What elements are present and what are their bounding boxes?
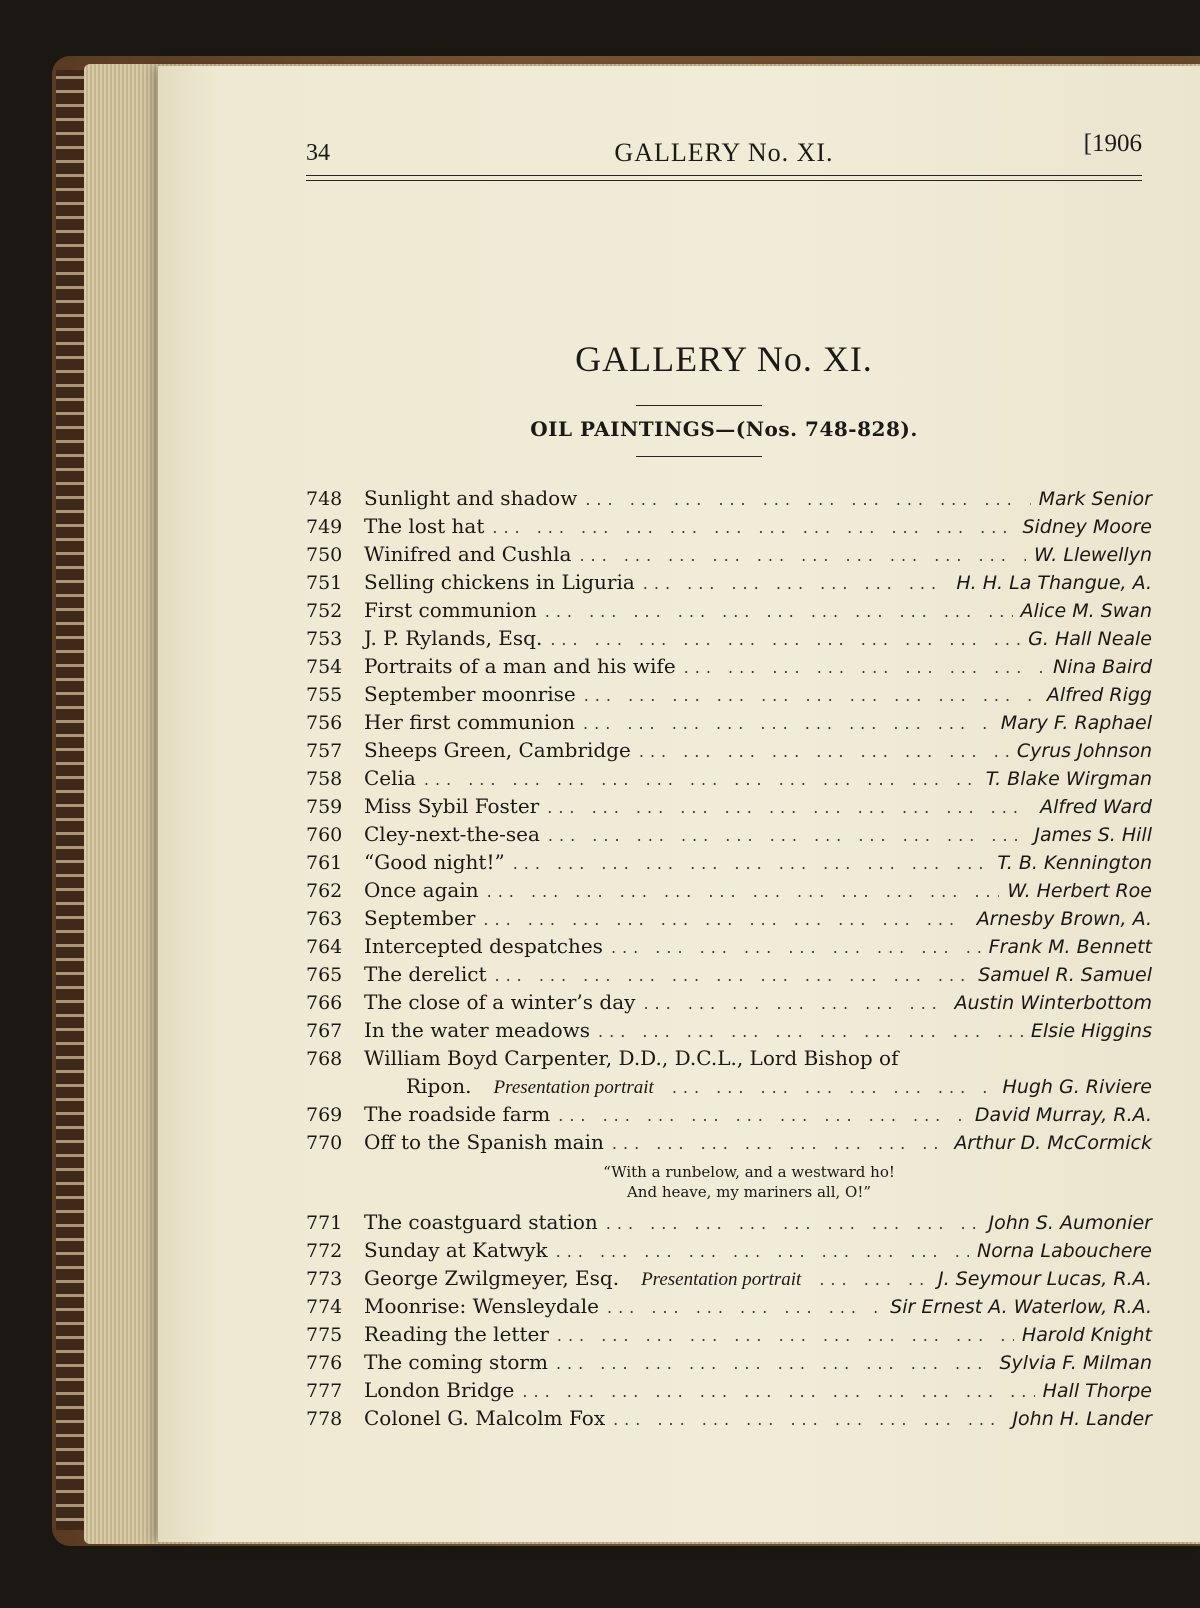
catalogue-entry (306, 988, 1152, 1016)
entry-artist: Arthur D. McCormick (954, 1132, 1152, 1154)
leader-dots (483, 906, 968, 934)
entry-title: The coastguard station (364, 1210, 598, 1234)
catalogue-entry (306, 512, 1152, 540)
entry-artist: W. Llewellyn (1034, 544, 1152, 566)
entry-artist: Cyrus Johnson (1016, 740, 1152, 762)
entry-number: 750 (306, 544, 343, 566)
leader-dots (585, 486, 1030, 514)
entry-number: 764 (306, 936, 343, 958)
title-rule (636, 405, 762, 406)
catalogue-entry (306, 820, 1152, 848)
entry-title: Moonrise: Wensleydale (364, 1294, 599, 1318)
entry-number: 760 (306, 824, 343, 846)
entry-artist: Sylvia F. Milman (999, 1352, 1152, 1374)
entry-artist: John S. Aumonier (988, 1212, 1152, 1234)
catalogue-entry (306, 596, 1152, 624)
entry-title: Sunday at Katwyk (364, 1238, 548, 1262)
entry-artist: Sir Ernest A. Waterlow, R.A. (890, 1296, 1152, 1318)
year-mark: [1906 (1083, 130, 1142, 157)
quote-line: And heave, my mariners all, O!” (626, 1183, 872, 1201)
entry-title: Selling chickens in Liguria (364, 570, 635, 594)
header-rule-secondary (306, 180, 1142, 181)
entry-title: First communion (364, 598, 537, 622)
catalogue-entry (306, 1016, 1152, 1044)
entry-title: Winifred and Cushla (364, 542, 572, 566)
quote-line: “With a runbelow, and a westward ho! (603, 1163, 895, 1181)
catalogue-entry (306, 1264, 1152, 1292)
catalogue-entry (306, 484, 1152, 512)
entry-artist: Harold Knight (1021, 1324, 1152, 1346)
leader-dots (556, 1238, 969, 1266)
entry-number: 763 (306, 908, 343, 930)
entry-number: 767 (306, 1020, 343, 1042)
entry-number: 761 (306, 852, 343, 874)
entry-artist: Alice M. Swan (1020, 600, 1152, 622)
entry-number: 773 (306, 1268, 343, 1290)
entry-number: 755 (306, 684, 343, 706)
entry-number: 775 (306, 1324, 343, 1346)
entry-artist: T. Blake Wirgman (985, 768, 1152, 790)
entry-artist: Alfred Rigg (1046, 684, 1152, 706)
leader-dots (424, 766, 978, 794)
entry-title: The coming storm (364, 1350, 548, 1374)
gallery-title: GALLERY No. XI. (575, 339, 873, 379)
catalogue-entry (306, 1128, 1152, 1156)
leader-dots (639, 738, 1009, 766)
entry-number: 757 (306, 740, 343, 762)
leader-dots (607, 1294, 882, 1322)
leader-dots (522, 1378, 1034, 1406)
entry-number: 758 (306, 768, 343, 790)
catalogue-entry (306, 680, 1152, 708)
catalogue-entry (306, 624, 1152, 652)
leader-dots (598, 1018, 1023, 1046)
catalogue-entry (306, 652, 1152, 680)
section-heading: OIL PAINTINGS—(Nos. 748-828). (530, 417, 918, 441)
leader-dots (643, 570, 949, 598)
entry-title-continued: Ripon. (406, 1074, 472, 1098)
entry-number: 778 (306, 1408, 343, 1430)
leader-dots (487, 878, 1000, 906)
catalogue-entry-continuation (306, 1072, 1152, 1100)
entry-title: Cley-next-the-sea (364, 822, 540, 846)
catalogue-entry (306, 764, 1152, 792)
entry-artist: Austin Winterbottom (954, 992, 1152, 1014)
catalogue-entry (306, 736, 1152, 764)
entry-title: The derelict (364, 962, 487, 986)
entry-artist: Samuel R. Samuel (978, 964, 1152, 986)
entry-artist: Hall Thorpe (1042, 1380, 1152, 1402)
leader-dots (672, 1074, 995, 1102)
entry-artist: Hugh G. Riviere (1002, 1076, 1152, 1098)
book-spine-edge (56, 70, 86, 1530)
leader-dots (494, 962, 970, 990)
leader-dots (606, 1210, 981, 1238)
leader-dots (643, 990, 946, 1018)
catalogue-entry (306, 848, 1152, 876)
entry-artist: Arnesby Brown, A. (976, 908, 1152, 930)
entry-title: Sheeps Green, Cambridge (364, 738, 631, 762)
entry-artist: Norna Labouchere (976, 1240, 1152, 1262)
catalogue-entry (306, 1100, 1152, 1128)
entry-number: 762 (306, 880, 343, 902)
entry-number: 756 (306, 712, 343, 734)
entry-number: 770 (306, 1132, 343, 1154)
entry-number: 766 (306, 992, 343, 1014)
entry-number: 776 (306, 1352, 343, 1374)
catalogue-entry (306, 960, 1152, 988)
catalogue-list (306, 484, 1152, 1432)
leader-dots (819, 1266, 930, 1294)
entry-artist: James S. Hill (1034, 824, 1152, 846)
running-header (306, 128, 1142, 178)
entry-number: 765 (306, 964, 343, 986)
leader-dots (613, 1406, 1004, 1434)
entry-title: September moonrise (364, 682, 576, 706)
entry-artist: Elsie Higgins (1030, 1020, 1152, 1042)
entry-title: George Zwilgmeyer, Esq. (364, 1266, 620, 1290)
entry-title: Off to the Spanish main (364, 1130, 604, 1154)
leader-dots (583, 710, 993, 738)
entry-number: 768 (306, 1048, 343, 1070)
leader-dots (556, 1350, 992, 1378)
catalogue-entry (306, 708, 1152, 736)
catalogue-entry (306, 1044, 1152, 1072)
catalogue-entry (306, 932, 1152, 960)
leader-dots (492, 514, 1014, 542)
entry-number: 753 (306, 628, 343, 650)
entry-title: The lost hat (364, 514, 485, 538)
entry-artist: Nina Baird (1052, 656, 1152, 678)
leader-dots (584, 682, 1039, 710)
entry-title: Once again (364, 878, 479, 902)
entry-artist: J. Seymour Lucas, R.A. (937, 1268, 1152, 1290)
leader-dots (513, 850, 990, 878)
catalogue-entry (306, 792, 1152, 820)
leader-dots (550, 626, 1020, 654)
catalogue-entry (306, 1208, 1152, 1236)
catalogue-entry (306, 876, 1152, 904)
entry-title: William Boyd Carpenter, D.D., D.C.L., Lord Bishop of (364, 1046, 899, 1070)
entry-title: Reading the letter (364, 1322, 549, 1346)
presentation-note: Presentation portrait (493, 1077, 654, 1098)
entry-artist: T. B. Kennington (997, 852, 1152, 874)
entry-artist: G. Hall Neale (1028, 628, 1152, 650)
presentation-note: Presentation portrait (641, 1269, 802, 1290)
entry-title: Her first communion (364, 710, 576, 734)
leader-dots (545, 598, 1013, 626)
leader-dots (548, 822, 1026, 850)
entry-number: 771 (306, 1212, 343, 1234)
entry-title: “Good night!” (364, 850, 505, 874)
entry-title: Intercepted despatches (364, 934, 603, 958)
entry-number: 752 (306, 600, 343, 622)
leader-dots (612, 1130, 946, 1158)
entry-number: 769 (306, 1104, 343, 1126)
entry-quotation (306, 1156, 1152, 1208)
catalogue-entry (306, 1348, 1152, 1376)
entry-number: 754 (306, 656, 343, 678)
entry-title: Portraits of a man and his wife (364, 654, 676, 678)
entry-title: London Bridge (364, 1378, 515, 1402)
entry-title: Colonel G. Malcolm Fox (364, 1406, 606, 1430)
entry-artist: Frank M. Bennett (988, 936, 1152, 958)
entry-number: 751 (306, 572, 343, 594)
entry-artist: H. H. La Thangue, A. (956, 572, 1152, 594)
leader-dots (611, 934, 981, 962)
catalogue-entry (306, 1236, 1152, 1264)
entry-number: 772 (306, 1240, 343, 1262)
entry-title: Celia (364, 766, 416, 790)
entry-title: September (364, 906, 476, 930)
leader-dots (579, 542, 1026, 570)
entry-artist: Alfred Ward (1040, 796, 1152, 818)
catalogue-entry (306, 1292, 1152, 1320)
entry-number: 759 (306, 796, 343, 818)
entry-title: Miss Sybil Foster (364, 794, 540, 818)
entry-title: Sunlight and shadow (364, 486, 578, 510)
leader-dots (547, 794, 1032, 822)
entry-artist: John H. Lander (1012, 1408, 1152, 1430)
leader-dots (684, 654, 1045, 682)
catalogue-entry (306, 540, 1152, 568)
entry-artist: Mark Senior (1038, 488, 1152, 510)
entry-title: J. P. Rylands, Esq. (364, 626, 543, 650)
catalogue-entry (306, 1376, 1152, 1404)
entry-artist: Mary F. Raphael (1000, 712, 1152, 734)
running-title: GALLERY No. XI. (614, 138, 834, 167)
entry-artist: W. Herbert Roe (1007, 880, 1152, 902)
entry-number: 774 (306, 1296, 343, 1318)
entry-title: The roadside farm (364, 1102, 551, 1126)
section-rule (636, 456, 762, 457)
catalogue-entry (306, 1404, 1152, 1432)
leader-dots (557, 1322, 1014, 1350)
entry-number: 748 (306, 488, 343, 510)
entry-title: The close of a winter’s day (364, 990, 636, 1014)
entry-number: 777 (306, 1380, 343, 1402)
leader-dots (558, 1102, 967, 1130)
entry-artist: Sidney Moore (1022, 516, 1152, 538)
entry-title: In the water meadows (364, 1018, 591, 1042)
entry-number: 749 (306, 516, 343, 538)
catalogue-entry (306, 568, 1152, 596)
entry-artist: David Murray, R.A. (974, 1104, 1152, 1126)
catalogue-entry (306, 1320, 1152, 1348)
catalogue-entry (306, 904, 1152, 932)
header-rule (306, 175, 1142, 176)
page-number: 34 (306, 140, 330, 166)
